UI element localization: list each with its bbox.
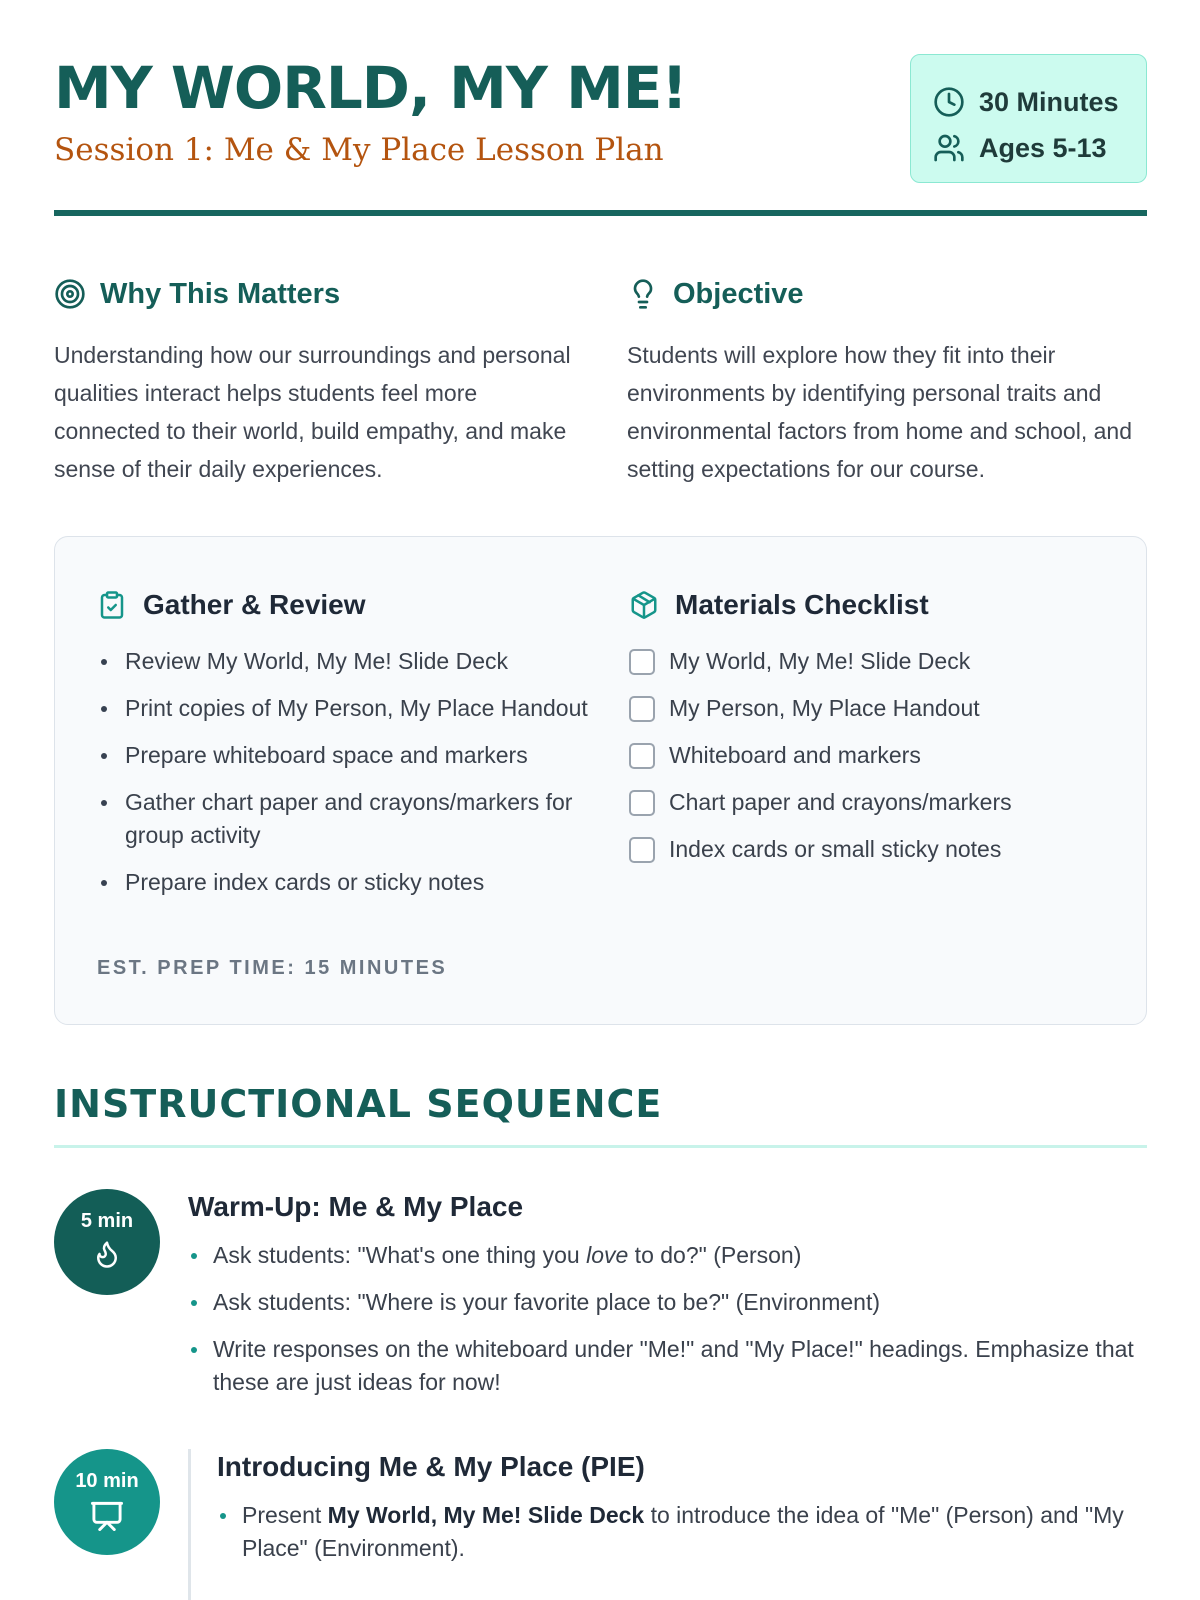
checklist-item[interactable] [629,786,1109,819]
gather-heading-text: Gather & Review [143,589,366,620]
prep-time-label: EST. PREP TIME: 15 MINUTES [97,957,448,979]
sequence-heading: INSTRUCTIONAL SEQUENCE [54,1082,663,1126]
presentation-icon [89,1499,125,1531]
list-item: Ask students: "Where is your favorite place to be?" (Environment) [188,1286,1147,1319]
gather-heading [97,583,597,627]
checkbox[interactable] [629,837,655,863]
package-icon [629,590,659,620]
page-subtitle: Session 1: Me & My Place Lesson Plan [54,132,664,168]
checklist-item[interactable] [629,645,1109,678]
list-item: Review My World, My Me! Slide Deck [97,645,597,678]
checklist-label: Whiteboard and markers [669,742,921,768]
materials-checklist-section [629,583,1109,880]
lightbulb-icon [627,278,659,310]
users-icon [933,132,965,164]
page-header [54,52,1147,217]
emphasis-text: love [586,1242,629,1268]
step-text: to introduce the idea of "Me" (Person) and "My Place" (Environment). [242,1502,1124,1561]
page-title: MY WORLD, MY ME! [54,54,687,122]
list-item [188,1239,1147,1272]
objective-heading-text: Objective [673,277,804,310]
step-text: to do?" (Person) [628,1242,802,1268]
checklist-label: Index cards or small sticky notes [669,836,1002,862]
checkbox[interactable] [629,743,655,769]
ages-text: Ages 5-13 [979,132,1107,163]
resource-name: My World, My Me! Slide Deck [327,1502,645,1528]
list-item: Write responses on the whiteboard under "Me!" and "My Place!" headings. Emphasize that these are just ideas for now! [188,1333,1147,1399]
step-minutes: 5 min [80,1210,134,1232]
list-item: Prepare index cards or sticky notes [97,866,597,899]
step-text: Present [242,1502,328,1528]
list-item: Prepare whiteboard space and markers [97,739,597,772]
list-item: Gather chart paper and crayons/markers for group activity [97,786,597,852]
checklist-label: My Person, My Place Handout [669,695,980,721]
step-content [188,1189,1147,1413]
gather-review-section [97,583,597,913]
checklist-item[interactable] [629,739,1109,772]
checklist-item[interactable] [629,692,1109,725]
gather-list [97,645,597,899]
duration-text: 30 Minutes [979,86,1119,117]
step-minutes: 10 min [75,1470,139,1492]
list-item [217,1499,1147,1565]
why-heading [54,272,574,316]
step-title: Warm-Up: Me & My Place [188,1191,524,1222]
clock-icon [933,86,965,118]
materials-list [629,645,1109,866]
ages-row [933,125,1146,171]
materials-heading-text: Materials Checklist [675,589,929,620]
clipboard-check-icon [97,590,127,620]
header-divider [54,210,1147,216]
checklist-item[interactable] [629,833,1109,866]
session-info-badge [910,54,1147,183]
why-text: Understanding how our surroundings and personal qualities interact helps students feel more connected to their world, build empathy, and make sense of their daily experiences. [54,342,571,482]
step-duration-badge [54,1449,160,1555]
step-list [217,1499,1147,1565]
step-title: Introducing Me & My Place (PIE) [217,1451,645,1482]
checkbox[interactable] [629,790,655,816]
checklist-label: Chart paper and crayons/markers [669,789,1012,815]
step-text: Ask students: "What's one thing you [213,1242,587,1268]
list-item: Print copies of My Person, My Place Handout [97,692,597,725]
objective-text: Students will explore how they fit into their environments by identifying personal traits and environmental factors from home and school, and setting expectations for our course. [627,342,1132,482]
flame-icon [92,1239,122,1269]
target-icon [54,278,86,310]
checklist-label: My World, My Me! Slide Deck [669,648,971,674]
objective-heading [627,272,1147,316]
step-content [217,1449,1147,1579]
checkbox[interactable] [629,696,655,722]
step-duration-badge [54,1189,160,1295]
sequence-divider [54,1145,1147,1148]
why-this-matters-section [54,272,574,488]
checkbox[interactable] [629,649,655,675]
materials-heading [629,583,1109,627]
duration-row [933,79,1146,125]
why-heading-text: Why This Matters [100,277,341,310]
step-list [188,1239,1147,1399]
objective-section [627,272,1147,488]
timeline-line [188,1449,191,1600]
preparation-card [54,536,1147,1025]
